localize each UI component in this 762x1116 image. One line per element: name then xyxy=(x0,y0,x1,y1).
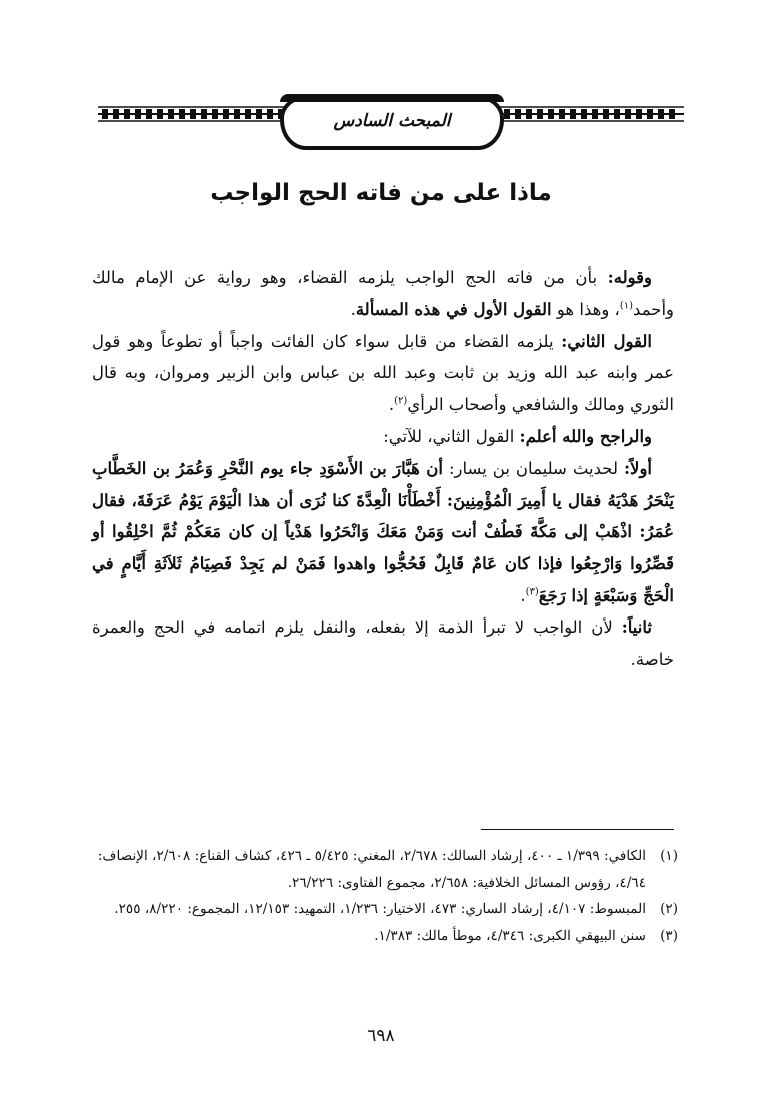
page-number: ٦٩٨ xyxy=(367,1026,395,1046)
title-cartouche xyxy=(280,94,504,150)
footnote-number: (٣) xyxy=(660,927,678,944)
paragraph-3 xyxy=(92,421,674,453)
footnote-text: المبسوط: ٤/١٠٧، إرشاد الساري: ٤٧٣، الاختيار: ١/٢٣٦، التمهيد: ١٢/١٥٣، المجموع: ٨/٢٢٠، ٢٥٥. xyxy=(114,901,646,917)
paragraph-4 xyxy=(92,453,674,612)
paragraph-text: لأن الواجب لا تبرأ الذمة إلا بفعله، والنفل يلزم اتمامه في الحج والعمرة خاصة. xyxy=(92,617,674,669)
paragraph-end: . xyxy=(388,395,395,415)
paragraph-end: . xyxy=(520,585,526,605)
section-header xyxy=(98,92,684,156)
paragraph-lead: ثانياً: xyxy=(621,617,652,637)
footnote-item xyxy=(72,923,678,950)
footnote-text: سنن البيهقي الكبرى: ٤/٣٤٦، موطأ مالك: ١/٣٨٣. xyxy=(374,927,646,944)
footnote-number: (١) xyxy=(660,848,678,864)
footnote-text: الكافي: ١/٣٩٩ ـ ٤٠٠، إرشاد السالك: ٢/٦٧٨، المغني: ٥/٤٢٥ ـ ٤٢٦، كشاف القناع: ٢/٦٠٨، الإنصاف: ٤/٦٤، رؤوس المسائل الخلافية: ٢/٦٥٨، مجموع الفتاوى: ٢٦/٢٢٦. xyxy=(97,848,646,891)
paragraph-lead: والراجح والله أعلم: xyxy=(519,426,652,446)
paragraph-5 xyxy=(92,612,674,676)
right-ornament-border xyxy=(500,104,684,124)
paragraph-lead: القول الثاني: xyxy=(561,331,652,351)
footnote-item xyxy=(72,843,678,896)
footnote-item xyxy=(72,896,678,923)
footnote-ref: (٢) xyxy=(394,395,408,407)
footnote-ref: (٣) xyxy=(525,586,539,598)
paragraph-text: القول الثاني، للآتي: xyxy=(383,426,520,446)
paragraph-2 xyxy=(92,326,674,421)
paragraph-lead: وقوله: xyxy=(607,268,652,287)
paragraph-end: . xyxy=(350,299,356,319)
footnote-ref: (١) xyxy=(619,300,634,312)
paragraph-bold: القول الأول في هذه المسألة xyxy=(355,299,552,319)
body-text xyxy=(92,262,674,675)
paragraph-text: بأن من فاته الحج الواجب يلزمه القضاء، وهو رواية عن الإمام مالك وأحمد xyxy=(92,268,674,319)
paragraph-1 xyxy=(92,262,674,326)
section-title: المبحث السادس xyxy=(333,111,451,131)
footnote-separator xyxy=(481,829,674,830)
left-ornament-border xyxy=(98,104,284,124)
hadith-quote: أن هَبَّارَ بن الأَسْوَدِ جاء يوم النَّحْرِ وَعُمَرُ بن الخَطَّابِ يَنْحَرُ هَدْيَهُ فقال يا أَمِيرَ الْمُؤْمِنِينَ: أَخْطَأْنَا الْعِدَّةَ كنا نُرَى أن هذا الْيَوْمَ يَوْمُ عَرَفَةَ، فقال عُمَرُ: اذْهَبْ إلى مَكَّةَ فَطُفْ أنت وَمَنْ مَعَكَ وَانْحَرُوا هَدْياً إن كان مَعَكُمْ ثُمَّ احْلِقُوا أو قَصِّرُوا وَارْجِعُوا فإذا كان عَامٌ قَابِلٌ فَحُجُّوا واهدوا فَمَنْ لم يَجِدْ فَصِيَامُ ثَلاَثَةِ أَيَّامٍ في الْحَجِّ وَسَبْعَةٍ إذا رَجَعَ xyxy=(92,458,674,605)
paragraph-text: ، وهذا هو xyxy=(551,299,620,319)
paragraph-lead: أولاً: xyxy=(623,458,652,478)
paragraph-text: يلزمه القضاء من قابل سواء كان الفائت واجباً أو تطوعاً وهو قول عمر وابنه عبد الله وزيد بن ثابت وعبد الله بن عباس وابن الزبير ومروان، وبه قال الثوري ومالك والشافعي وأصحاب الرأي xyxy=(92,331,674,415)
paragraph-text: لحديث سليمان بن يسار: xyxy=(443,458,624,478)
footnote-number: (٢) xyxy=(660,901,678,917)
page-title: ماذا على من فاته الحج الواجب xyxy=(210,180,552,206)
footnotes xyxy=(72,843,678,949)
